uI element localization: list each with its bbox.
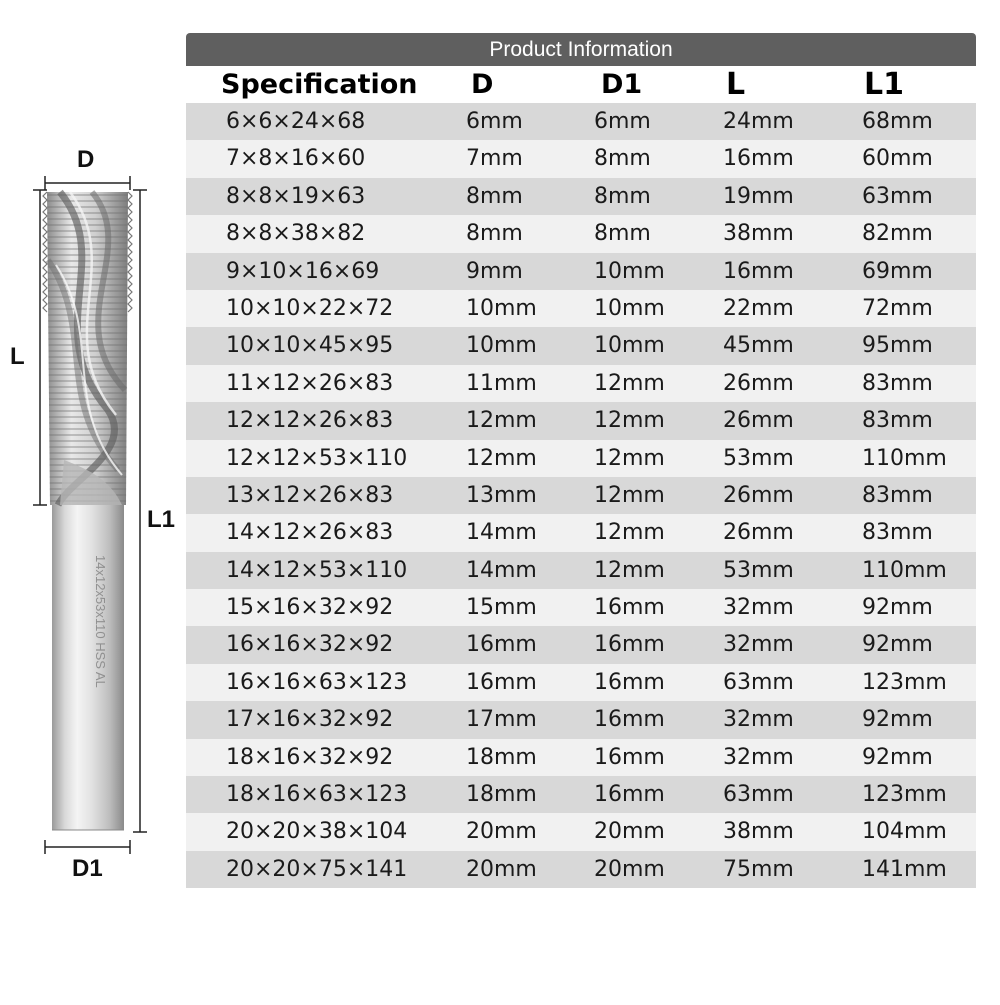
table-row <box>186 290 976 327</box>
cell-l1: 69mm <box>862 258 933 284</box>
cell-d1: 12mm <box>594 520 665 546</box>
cell-d1: 6mm <box>594 109 651 134</box>
cell-d1: 12mm <box>594 370 665 396</box>
cell-d1: 8mm <box>594 221 651 247</box>
table-row <box>186 664 976 701</box>
table-row <box>186 851 976 888</box>
table-row <box>186 327 976 364</box>
cell-spec: 14×12×53×110 <box>226 557 408 583</box>
cell-l1: 83mm <box>862 482 933 508</box>
table-row <box>186 552 976 589</box>
table-row <box>186 776 976 813</box>
cell-d: 10mm <box>466 295 537 321</box>
cell-d: 12mm <box>466 408 537 434</box>
table-row <box>186 589 976 626</box>
table-row <box>186 440 976 477</box>
cell-l1: 92mm <box>862 595 933 621</box>
cell-l: 38mm <box>723 819 794 845</box>
cell-d: 15mm <box>466 595 537 621</box>
cell-l: 19mm <box>723 183 794 209</box>
cell-d: 20mm <box>466 819 537 845</box>
cell-l: 38mm <box>723 221 794 247</box>
table-row <box>186 402 976 439</box>
header-l1: L1 <box>864 67 904 102</box>
cell-l: 26mm <box>723 408 794 434</box>
table-row <box>186 739 976 776</box>
table-header-row <box>186 66 976 103</box>
cell-l1: 63mm <box>862 183 933 209</box>
cell-d: 18mm <box>466 744 537 770</box>
cell-d: 6mm <box>466 109 523 134</box>
cell-spec: 12×12×26×83 <box>226 408 394 434</box>
table-body <box>186 103 976 888</box>
header-specification: Specification <box>221 69 418 100</box>
table-row <box>186 701 976 738</box>
cell-l1: 92mm <box>862 632 933 658</box>
cell-l: 45mm <box>723 333 794 359</box>
cell-d1: 16mm <box>594 782 665 808</box>
dimension-l1 <box>133 190 147 832</box>
table-title: Product Information <box>186 33 976 66</box>
tool-shank <box>52 505 124 830</box>
cell-l1: 72mm <box>862 295 933 321</box>
table-row <box>186 626 976 663</box>
cell-d1: 20mm <box>594 819 665 845</box>
cell-l1: 82mm <box>862 221 933 247</box>
cell-spec: 14×12×26×83 <box>226 520 394 546</box>
cell-l: 22mm <box>723 295 794 321</box>
cell-l1: 95mm <box>862 333 933 359</box>
cell-d1: 12mm <box>594 408 665 434</box>
cell-l: 32mm <box>723 707 794 733</box>
product-information-table <box>186 33 976 888</box>
cell-d: 18mm <box>466 782 537 808</box>
cell-l1: 110mm <box>862 557 947 583</box>
cell-spec: 8×8×19×63 <box>226 183 366 209</box>
cell-spec: 15×16×32×92 <box>226 595 394 621</box>
cell-l1: 83mm <box>862 370 933 396</box>
cell-d1: 16mm <box>594 669 665 695</box>
cell-d1: 20mm <box>594 856 665 882</box>
header-d: D <box>471 69 494 100</box>
cell-spec: 13×12×26×83 <box>226 482 394 508</box>
cell-l: 26mm <box>723 370 794 396</box>
dimension-d <box>45 176 130 190</box>
cell-spec: 12×12×53×110 <box>226 445 408 471</box>
table-row <box>186 477 976 514</box>
cell-l1: 92mm <box>862 707 933 733</box>
table-row <box>186 253 976 290</box>
cell-l1: 92mm <box>862 744 933 770</box>
label-d1: D1 <box>72 855 103 882</box>
cell-spec: 20×20×38×104 <box>226 819 408 845</box>
cell-d1: 16mm <box>594 744 665 770</box>
cell-spec: 20×20×75×141 <box>226 856 408 882</box>
cell-l1: 123mm <box>862 782 947 808</box>
cell-d: 14mm <box>466 520 537 546</box>
cell-d: 12mm <box>466 445 537 471</box>
cell-d1: 10mm <box>594 258 665 284</box>
cell-l: 63mm <box>723 782 794 808</box>
cell-spec: 7×8×16×60 <box>226 146 366 172</box>
cell-d1: 8mm <box>594 183 651 209</box>
cell-spec: 16×16×63×123 <box>226 669 408 695</box>
cell-d: 9mm <box>466 258 523 284</box>
cell-l: 32mm <box>723 595 794 621</box>
cell-l1: 123mm <box>862 669 947 695</box>
cell-spec: 16×16×32×92 <box>226 632 394 658</box>
label-d: D <box>77 146 95 173</box>
cell-l: 16mm <box>723 258 794 284</box>
table-row <box>186 813 976 850</box>
table-row <box>186 140 976 177</box>
cell-d: 11mm <box>466 370 537 396</box>
cell-d1: 8mm <box>594 146 651 172</box>
shank-marking: 14x12x53x110 HSS AL <box>93 555 108 688</box>
cell-l1: 110mm <box>862 445 947 471</box>
cell-d: 20mm <box>466 856 537 882</box>
cell-d1: 10mm <box>594 333 665 359</box>
cell-l1: 83mm <box>862 408 933 434</box>
end-mill-illustration <box>0 0 185 1000</box>
cell-d: 8mm <box>466 183 523 209</box>
table-row <box>186 365 976 402</box>
cell-l: 26mm <box>723 482 794 508</box>
cell-l1: 68mm <box>862 109 933 134</box>
cell-l: 75mm <box>723 856 794 882</box>
cell-spec: 8×8×38×82 <box>226 221 366 247</box>
dimension-d1 <box>45 840 130 854</box>
cell-l: 53mm <box>723 445 794 471</box>
cell-l1: 60mm <box>862 146 933 172</box>
cell-d: 16mm <box>466 632 537 658</box>
cell-d1: 16mm <box>594 595 665 621</box>
table-row <box>186 178 976 215</box>
cell-l1: 83mm <box>862 520 933 546</box>
cell-d: 16mm <box>466 669 537 695</box>
cell-d1: 12mm <box>594 557 665 583</box>
cell-d: 17mm <box>466 707 537 733</box>
cell-spec: 6×6×24×68 <box>226 109 366 134</box>
tool-flutes <box>43 192 132 505</box>
cell-d: 8mm <box>466 221 523 247</box>
header-l: L <box>726 67 746 102</box>
cell-d1: 12mm <box>594 445 665 471</box>
cell-d: 14mm <box>466 557 537 583</box>
cell-l: 16mm <box>723 146 794 172</box>
cell-d1: 10mm <box>594 295 665 321</box>
cell-d1: 16mm <box>594 707 665 733</box>
table-row <box>186 103 976 140</box>
cell-spec: 11×12×26×83 <box>226 370 394 396</box>
cell-d1: 16mm <box>594 632 665 658</box>
cell-l1: 104mm <box>862 819 947 845</box>
cell-d: 10mm <box>466 333 537 359</box>
cell-l: 26mm <box>723 520 794 546</box>
label-l1: L1 <box>147 506 176 533</box>
cell-spec: 18×16×32×92 <box>226 744 394 770</box>
table-row <box>186 215 976 252</box>
cell-l: 32mm <box>723 744 794 770</box>
cell-d1: 12mm <box>594 482 665 508</box>
label-l: L <box>10 343 25 370</box>
cell-d: 7mm <box>466 146 523 172</box>
cell-spec: 17×16×32×92 <box>226 707 394 733</box>
cell-spec: 10×10×45×95 <box>226 333 394 359</box>
cell-spec: 10×10×22×72 <box>226 295 394 321</box>
cell-d: 13mm <box>466 482 537 508</box>
cell-spec: 18×16×63×123 <box>226 782 408 808</box>
table-row <box>186 514 976 551</box>
cell-l1: 141mm <box>862 856 947 882</box>
cell-l: 63mm <box>723 669 794 695</box>
cell-l: 53mm <box>723 557 794 583</box>
cell-l: 32mm <box>723 632 794 658</box>
header-d1: D1 <box>601 69 643 100</box>
cell-l: 24mm <box>723 109 794 134</box>
cell-spec: 9×10×16×69 <box>226 258 380 284</box>
